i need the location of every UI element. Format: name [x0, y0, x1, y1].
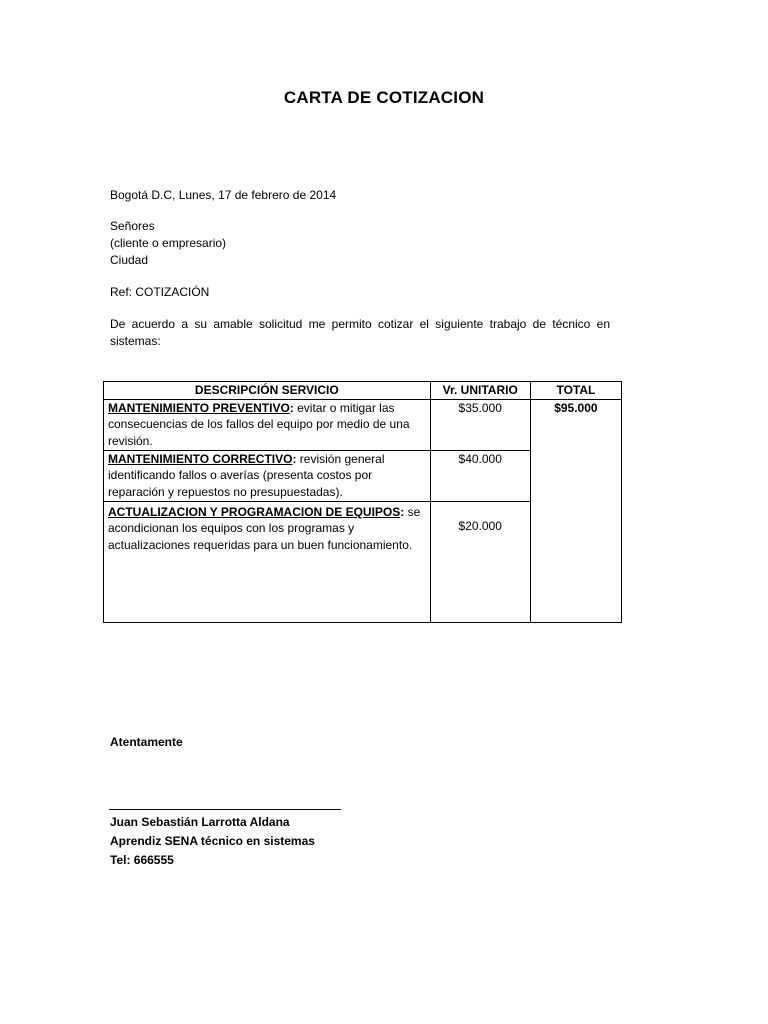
table-row [104, 399, 622, 450]
quotation-table [103, 381, 622, 623]
service-description [104, 501, 431, 622]
total-amount: $95.000 [530, 399, 621, 622]
table-header-row [104, 382, 622, 400]
document-title: CARTA DE COTIZACION [283, 88, 485, 107]
recipient-name: (cliente o empresario) [110, 236, 227, 250]
unit-price: $20.000 [430, 501, 530, 622]
recipient-city: Ciudad [110, 253, 149, 267]
reference-line: Ref: COTIZACIÓN [110, 285, 210, 299]
header-description: DESCRIPCIÓN SERVICIO [104, 382, 431, 400]
closing-text: Atentamente [110, 735, 183, 749]
signer-phone: Tel: 666555 [110, 853, 174, 867]
intro-paragraph: De acuerdo a su amable solicitud me permito cotizar el siguiente trabajo de técnico en sistemas: [110, 317, 610, 348]
date-line: Bogotá D.C, Lunes, 17 de febrero de 2014 [110, 188, 337, 202]
signer-name: Juan Sebastián Larrotta Aldana [110, 815, 290, 829]
service-detail: revisión general identificando fallos o averías (presenta costos por reparación y repuestos no presupuestadas). [108, 451, 385, 499]
service-name: MANTENIMIENTO CORRECTIVO [108, 451, 293, 466]
unit-price: $40.000 [430, 450, 530, 501]
service-separator: : [289, 400, 294, 415]
unit-price: $35.000 [430, 399, 530, 450]
signer-role: Aprendiz SENA técnico en sistemas [110, 834, 315, 848]
signature-line [109, 809, 341, 810]
service-description [104, 399, 431, 450]
service-name: MANTENIMIENTO PREVENTIVO [108, 400, 290, 415]
header-unit-price: Vr. UNITARIO [430, 382, 530, 400]
service-separator: : [292, 451, 297, 466]
service-name: ACTUALIZACION Y PROGRAMACION DE EQUIPOS [108, 504, 401, 519]
header-total: TOTAL [530, 382, 621, 400]
service-detail: se acondicionan los equipos con los programas y actualizaciones requeridas para un buen funcionamiento. [108, 504, 421, 552]
recipient-salutation: Señores [110, 219, 155, 233]
service-description [104, 450, 431, 501]
service-detail: evitar o mitigar las consecuencias de los fallos del equipo por medio de una revisión. [108, 400, 410, 448]
service-separator: : [400, 504, 405, 519]
